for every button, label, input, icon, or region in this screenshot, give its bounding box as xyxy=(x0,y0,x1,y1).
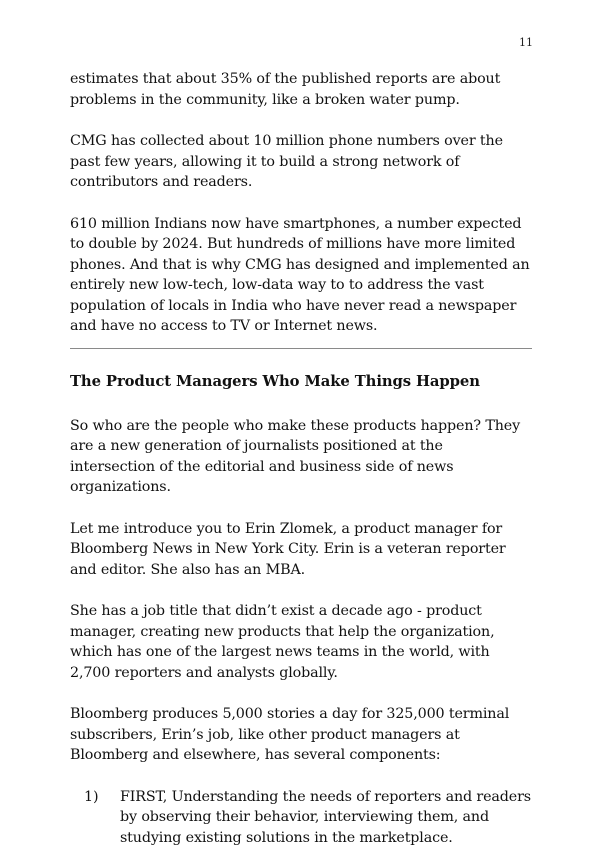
paragraph: CMG has collected about 10 million phone numbers over the past few years, allowing it to build a strong network of contributors and readers. xyxy=(70,131,532,193)
section-divider xyxy=(70,348,532,349)
document-body xyxy=(70,69,532,848)
paragraph: estimates that about 35% of the published reports are about problems in the community, like a broken water pump. xyxy=(70,69,532,110)
list-item-text: FIRST, Understanding the needs of reporters and readers by observing their behavior, interviewing them, and studying existing solutions in the marketplace. xyxy=(120,789,531,846)
paragraph: So who are the people who make these products happen? They are a new generation of journalists positioned at the intersection of the editorial and business side of news organizations. xyxy=(70,416,532,498)
paragraph: 610 million Indians now have smartphones, a number expected to double by 2024. But hundreds of millions have more limited phones. And that is why CMG has designed and implemented an entirely new low-tech, low-data way to to address the vast population of locals in India who have never read a newspaper and have no access to TV or Internet news. xyxy=(70,214,532,337)
paragraph: Bloomberg produces 5,000 stories a day for 325,000 terminal subscribers, Erin’s job, like other product managers at Bloomberg and elsewhere, has several components: xyxy=(70,704,532,766)
paragraph: She has a job title that didn’t exist a decade ago - product manager, creating new products that help the organization, which has one of the largest news teams in the world, with 2,700 reporters and analysts globally. xyxy=(70,601,532,683)
section-heading: The Product Managers Who Make Things Happen xyxy=(70,372,532,392)
list-marker: 1) xyxy=(84,787,98,808)
list-item xyxy=(84,787,532,848)
paragraph: Let me introduce you to Erin Zlomek, a product manager for Bloomberg News in New York City. Erin is a veteran reporter and editor. She also has an MBA. xyxy=(70,519,532,581)
numbered-list xyxy=(70,787,532,848)
page-number: 11 xyxy=(519,36,533,49)
